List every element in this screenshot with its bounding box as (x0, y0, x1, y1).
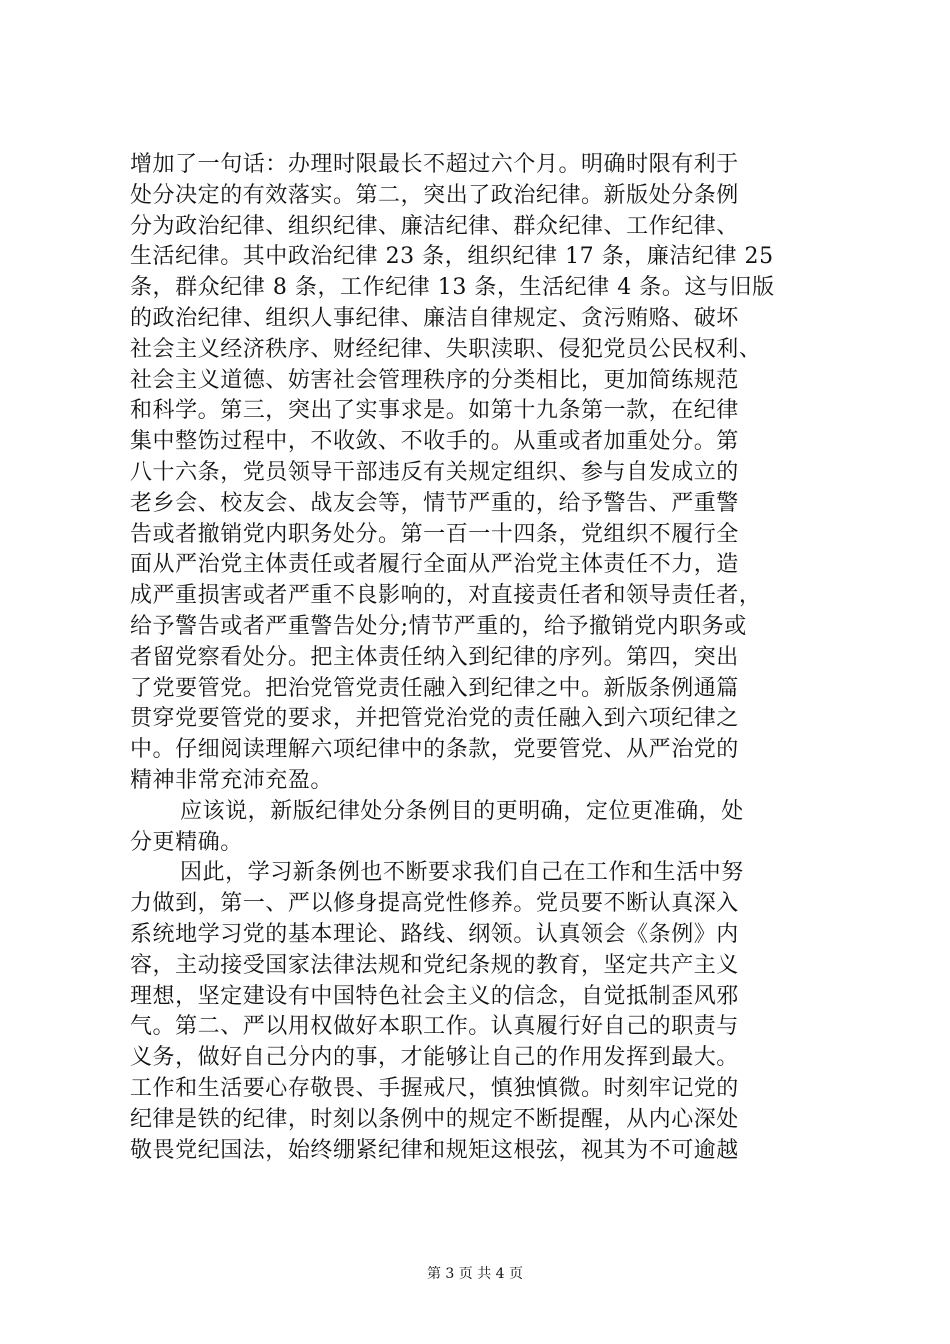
paragraph-start-line: 因此，学习新条例也不断要求我们自己在工作和生活中努 (180, 860, 744, 886)
text-line: 增加了一句话：办理时限最长不超过六个月。明确时限有利于 (130, 152, 739, 177)
text-line: 系统地学习党的基本理论、路线、纲领。认真领会《条例》内 (130, 921, 739, 947)
text-line: 社会主义经济秩序、财经纪律、失职渎职、侵犯党员公民权利、 (130, 336, 762, 362)
text-line: 力做到，第一、严以修身提高党性修养。党员要不断认真深入 (130, 891, 739, 917)
text-line: 了党要管党。把治党管党责任融入到纪律之中。新版条例通篇 (130, 675, 739, 701)
text-line: 八十六条，党员领导干部违反有关规定组织、参与自发成立的 (130, 459, 739, 485)
text-line: 精神非常充沛充盈。 (130, 767, 333, 793)
text-line: 集中整饬过程中，不收敛、不收手的。从重或者加重处分。第 (130, 429, 739, 455)
text-line: 社会主义道德、妨害社会管理秩序的分类相比，更加简练规范 (130, 367, 739, 393)
text-line: 生活纪律。其中政治纪律 23 条，组织纪律 17 条，廉洁纪律 25 (130, 244, 774, 270)
text-line: 面从严治党主体责任或者履行全面从严治党主体责任不力，造 (130, 552, 739, 578)
text-line: 老乡会、校友会、战友会等，情节严重的，给予警告、严重警 (130, 490, 739, 516)
text-line: 给予警告或者严重警告处分;情节严重的，给予撤销党内职务或 (130, 613, 747, 639)
text-line: 和科学。第三，突出了实事求是。如第十九条第一款，在纪律 (130, 398, 739, 424)
text-line: 告或者撤销党内职务处分。第一百一十四条，党组织不履行全 (130, 521, 739, 547)
text-line: 分为政治纪律、组织纪律、廉洁纪律、群众纪律、工作纪律、 (130, 213, 739, 239)
text-line: 容，主动接受国家法律法规和党纪条规的教育，坚定共产主义 (130, 952, 739, 978)
text-line: 中。仔细阅读理解六项纪律中的条款，党要管党、从严治党的 (130, 737, 739, 763)
text-line: 的政治纪律、组织人事纪律、廉洁自律规定、贪污贿赂、破坏 (130, 305, 739, 331)
text-line: 气。第二、严以用权做好本职工作。认真履行好自己的职责与 (130, 1014, 739, 1040)
text-line: 分更精确。 (130, 829, 243, 855)
paragraph-start-line: 应该说，新版纪律处分条例目的更明确，定位更准确，处 (180, 798, 744, 824)
text-line: 条，群众纪律 8 条，工作纪律 13 条，生活纪律 4 条。这与旧版 (130, 275, 775, 301)
text-line: 工作和生活要心存敬畏、手握戒尺，慎独慎微。时刻牢记党的 (130, 1075, 739, 1101)
text-line: 纪律是铁的纪律，时刻以条例中的规定不断提醒，从内心深处 (130, 1106, 739, 1132)
body-text (130, 150, 830, 1166)
text-line: 贯穿党要管党的要求，并把管党治党的责任融入到六项纪律之 (130, 706, 739, 732)
text-line: 理想，坚定建设有中国特色社会主义的信念，自觉抵制歪风邪 (130, 983, 739, 1009)
page-number-footer: 第 3 页 共 4 页 (426, 1266, 524, 1282)
text-line: 敬畏党纪国法，始终绷紧纪律和规矩这根弦，视其为不可逾越 (130, 1137, 739, 1163)
text-line: 处分决定的有效落实。第二，突出了政治纪律。新版处分条例 (130, 182, 739, 208)
text-line: 者留党察看处分。把主体责任纳入到纪律的序列。第四，突出 (130, 644, 739, 670)
text-line: 成严重损害或者严重不良影响的，对直接责任者和领导责任者， (130, 583, 762, 609)
text-line: 义务，做好自己分内的事，才能够让自己的作用发挥到最大。 (130, 1045, 739, 1071)
